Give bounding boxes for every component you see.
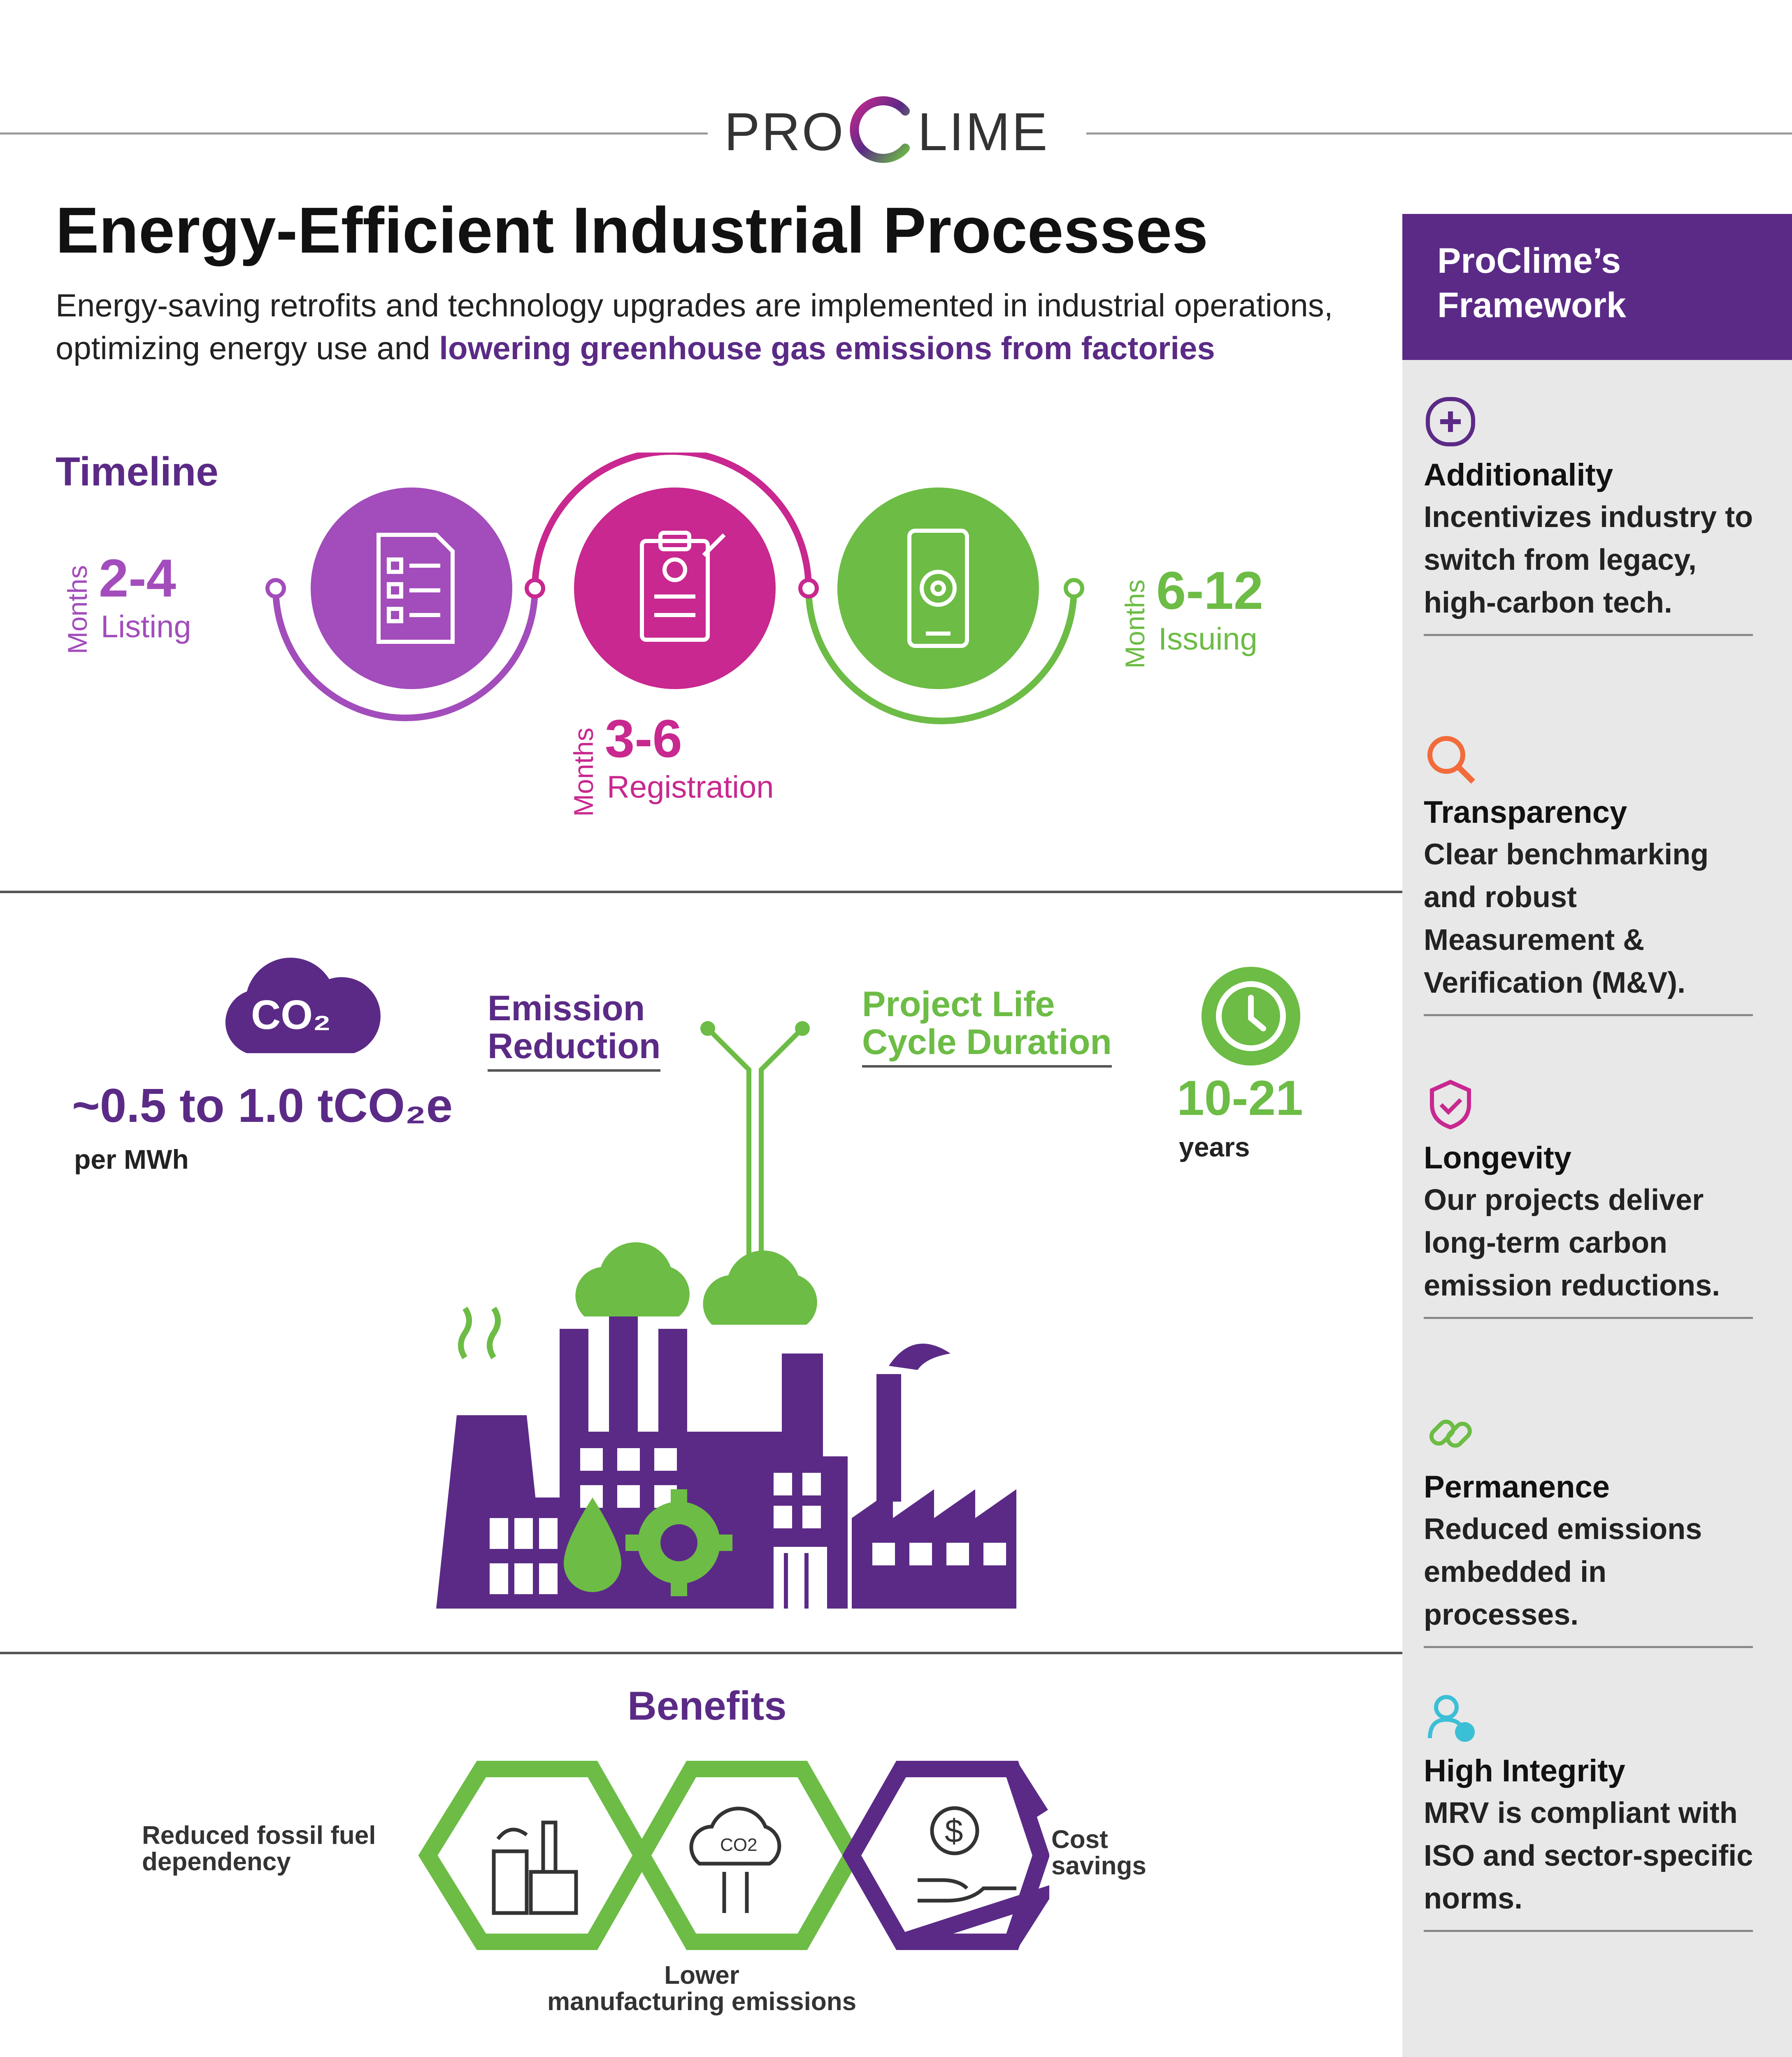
lifecycle-line-1: Project Life <box>862 984 1055 1024</box>
reduction-line-1: Emission <box>488 989 645 1028</box>
factory-illustration <box>411 1004 1111 1613</box>
logo <box>724 95 1078 165</box>
logo-lime: LIME <box>918 102 1049 162</box>
benefit-manufacturing <box>547 1962 856 2015</box>
top-rule-right <box>1086 132 1792 135</box>
framework-desc: MRV is compliant with ISO and sector-specific norms. <box>1424 1797 1753 1915</box>
framework-desc: Our projects deliver long-term carbon emission reductions. <box>1424 1184 1720 1302</box>
benefits-heading: Benefits <box>628 1683 787 1728</box>
stage-1-range: 2-4 <box>99 548 176 608</box>
stage-3-label: Issuing <box>1158 622 1257 657</box>
divider-2 <box>0 1652 1402 1654</box>
plus-shield-icon <box>1424 395 1477 448</box>
framework-item-transparency <box>1424 732 1761 1016</box>
framework-item-additionality <box>1424 395 1761 636</box>
timeline-stage-1 <box>62 547 247 671</box>
shield-check-icon <box>1424 1078 1477 1131</box>
clock-icon <box>1197 963 1304 1070</box>
dollar-icon: $ <box>945 1813 963 1849</box>
stage-1-label: Listing <box>101 609 191 644</box>
cost-line-1: Cost <box>1051 1825 1108 1854</box>
framework-rule <box>1424 1930 1753 1932</box>
framework-title: Permanence <box>1424 1470 1610 1504</box>
timeline-graphic <box>247 453 1090 741</box>
lifecycle-line-2: Cycle Duration <box>862 1022 1112 1062</box>
stage-1-unit: Months <box>62 565 93 654</box>
logo-c-icon <box>848 95 918 165</box>
benefits-hexagons <box>411 1757 1049 1954</box>
magnifier-icon <box>1424 732 1477 786</box>
timeline-stage-3 <box>1119 560 1333 683</box>
framework-item-longevity <box>1424 1078 1761 1319</box>
framework-item-permanence <box>1424 1407 1761 1648</box>
framework-rule <box>1424 1317 1753 1319</box>
benefit-cost <box>1051 1827 1146 1879</box>
stage-2-range: 3-6 <box>605 708 682 768</box>
framework-title: Additionality <box>1424 457 1613 492</box>
manufacturing-line-1: Lower <box>664 1961 739 1990</box>
emission-value: ~0.5 to 1.0 tCO₂e <box>72 1079 453 1132</box>
framework-desc: Incentivizes industry to switch from legacy, high-carbon tech. <box>1424 501 1753 619</box>
logo-pro: PRO <box>724 102 845 162</box>
framework-title: High Integrity <box>1424 1753 1625 1788</box>
divider-1 <box>0 891 1402 893</box>
duration-unit: years <box>1179 1132 1250 1162</box>
emission-unit: per MWh <box>74 1144 189 1175</box>
framework-title: Longevity <box>1424 1140 1571 1175</box>
stage-2-unit: Months <box>568 727 599 817</box>
timeline-heading: Timeline <box>56 449 218 494</box>
framework-heading: ProClime’s Framework <box>1437 241 1626 325</box>
stage-3-range: 6-12 <box>1156 560 1264 620</box>
timeline-stage-2 <box>568 708 856 831</box>
framework-desc: Clear benchmarking and robust Measurement & Verification (M&V). <box>1424 838 1709 999</box>
framework-title: Transparency <box>1424 795 1627 830</box>
top-rule-left <box>0 132 708 135</box>
page-title: Energy-Efficient Industrial Processes <box>56 194 1209 267</box>
framework-rule <box>1424 634 1753 636</box>
benefit-fossil-fuel: Reduced fossil fuel dependency <box>142 1821 376 1876</box>
duration-value: 10-21 <box>1177 1070 1303 1126</box>
framework-item-integrity <box>1424 1691 1761 1932</box>
framework-desc: Reduced emissions embedded in processes. <box>1424 1513 1702 1631</box>
manufacturing-line-2: manufacturing emissions <box>547 1987 857 2016</box>
framework-rule <box>1424 1014 1753 1016</box>
stage-3-unit: Months <box>1120 579 1150 669</box>
description-plain: Energy-saving retrofits and technology upgrades are implemented in industrial operations, optimizing energy use and <box>56 287 1333 366</box>
stage-2-label: Registration <box>607 770 774 805</box>
co2-badge-text: CO₂ <box>251 992 331 1038</box>
framework-rule <box>1424 1646 1753 1648</box>
page-description <box>56 284 1372 369</box>
hex-co2-label: CO2 <box>720 1835 758 1855</box>
user-check-icon <box>1424 1691 1477 1744</box>
framework-header <box>1402 214 1792 360</box>
cost-line-2: savings <box>1051 1852 1146 1880</box>
reduction-line-2: Reduction <box>488 1026 661 1066</box>
description-highlight: lowering greenhouse gas emissions from factories <box>439 330 1215 366</box>
link-icon <box>1424 1407 1477 1460</box>
